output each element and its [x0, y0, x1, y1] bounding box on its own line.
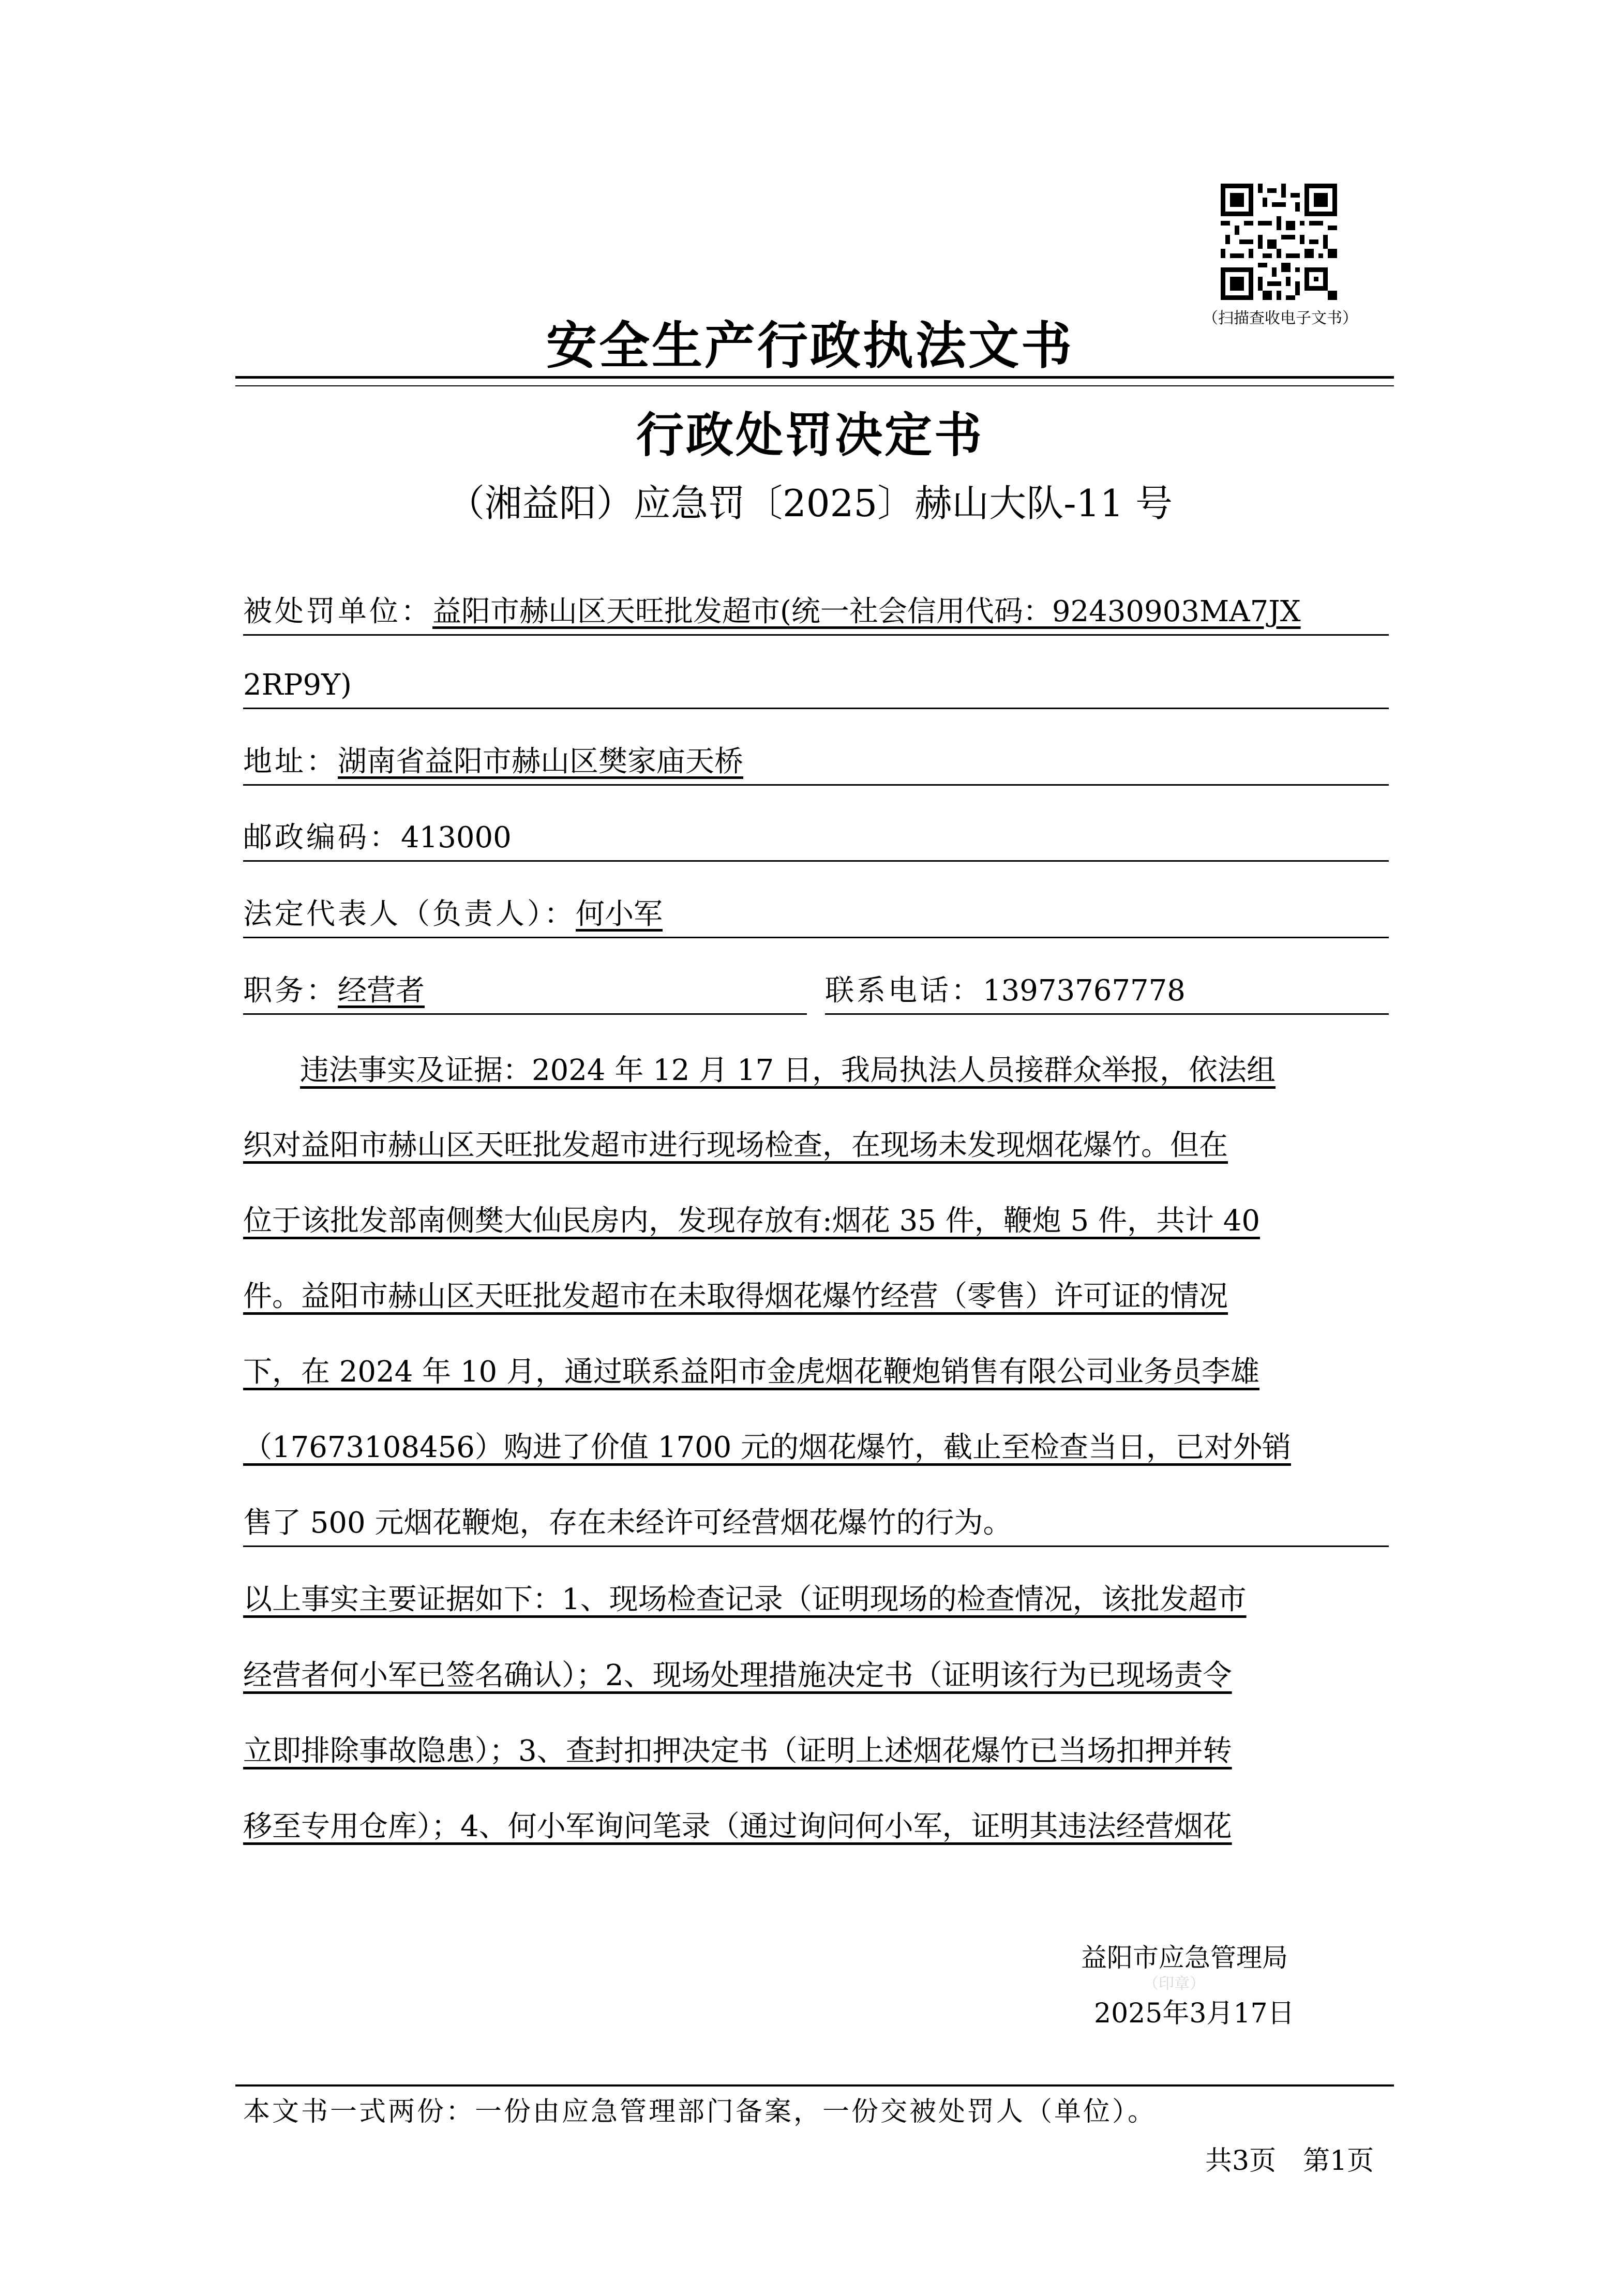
penalized-unit-value-cont: 2RP9Y) [243, 668, 352, 702]
evidence-line: 以上事实主要证据如下：1、现场检查记录（证明现场的检查情况，该批发超市 [243, 1583, 1247, 1616]
legal-rep-value: 何小军 [576, 897, 663, 931]
address-line [243, 740, 1389, 786]
issue-date: 2025年3月17日 [1094, 1998, 1295, 2029]
facts-line: 位于该批发部南侧樊大仙民房内，发现存放有:烟花 35 件，鞭炮 5 件，共计 40 [243, 1204, 1261, 1238]
position-value: 经营者 [338, 974, 425, 1008]
document-type-heading: 安全生产行政执法文书 [546, 316, 1074, 376]
facts-line: 违法事实及证据：2024 年 12 月 17 日，我局执法人员接群众举报，依法组 [300, 1054, 1276, 1087]
issuing-authority: 益阳市应急管理局 [1081, 1943, 1288, 1973]
footer-rule [235, 2084, 1394, 2087]
evidence-line: 立即排除事故隐患）；3、查封扣押决定书（证明上述烟花爆竹已当场扣押并转 [243, 1734, 1232, 1768]
footer-note: 本文书一式两份：一份由应急管理部门备案，一份交被处罚人（单位）。 [243, 2096, 1157, 2127]
facts-line: 织对益阳市赫山区天旺批发超市进行现场检查，在现场未发现烟花爆竹。但在 [243, 1129, 1228, 1162]
facts-line: 件。益阳市赫山区天旺批发超市在未取得烟花爆竹经营（零售）许可证的情况 [243, 1280, 1228, 1313]
evidence-line: 移至专用仓库）；4、何小军询问笔录（通过询问何小军，证明其违法经营烟花 [243, 1810, 1232, 1843]
penalized-unit-line-2 [243, 663, 1389, 709]
legal-rep-label: 法定代表人（负责人）： [243, 897, 576, 931]
postcode-label: 邮政编码： [243, 821, 401, 854]
facts-line: （17673108456）购进了价值 1700 元的烟花爆竹，截止至检查当日，已对外销 [243, 1431, 1292, 1464]
facts-line-text: 售了 500 元烟花鞭炮，存在未经许可经营烟花爆竹的行为。 [243, 1506, 1012, 1540]
address-value: 湖南省益阳市赫山区樊家庙天桥 [338, 745, 743, 778]
penalized-unit-line-1 [243, 590, 1389, 636]
penalized-unit-label: 被处罚单位： [243, 595, 432, 628]
position-line [243, 969, 807, 1015]
postcode-value: 413000 [401, 821, 512, 854]
header-rule-thin [235, 385, 1394, 386]
document-number: （湘益阳）应急罚〔2025〕赫山大队-11 号 [447, 482, 1173, 525]
phone-line [825, 969, 1389, 1015]
phone-label: 联系电话： [825, 974, 983, 1008]
facts-line: 下，在 2024 年 10 月，通过联系益阳市金虎烟花鞭炮销售有限公司业务员李雄 [243, 1355, 1259, 1389]
legal-rep-line [243, 892, 1389, 938]
page-indicator: 共3页 第1页 [1205, 2145, 1374, 2177]
facts-line [243, 1501, 1389, 1547]
header-rule-thick [235, 376, 1394, 379]
penalized-unit-value: 益阳市赫山区天旺批发超市(统一社会信用代码：92430903MA7JX [432, 595, 1301, 628]
seal-placeholder: （印章） [1143, 1975, 1205, 1993]
document-title: 行政处罚决定书 [636, 407, 984, 463]
qr-caption: （扫描查收电子文书） [1203, 309, 1358, 327]
phone-value: 13973767778 [983, 974, 1186, 1008]
position-label: 职务： [243, 974, 338, 1008]
evidence-line: 经营者何小军已签名确认）；2、现场处理措施决定书（证明该行为已现场责令 [243, 1659, 1232, 1692]
address-label: 地址： [243, 745, 338, 778]
postcode-line [243, 816, 1389, 862]
qr-code-icon [1221, 184, 1337, 300]
